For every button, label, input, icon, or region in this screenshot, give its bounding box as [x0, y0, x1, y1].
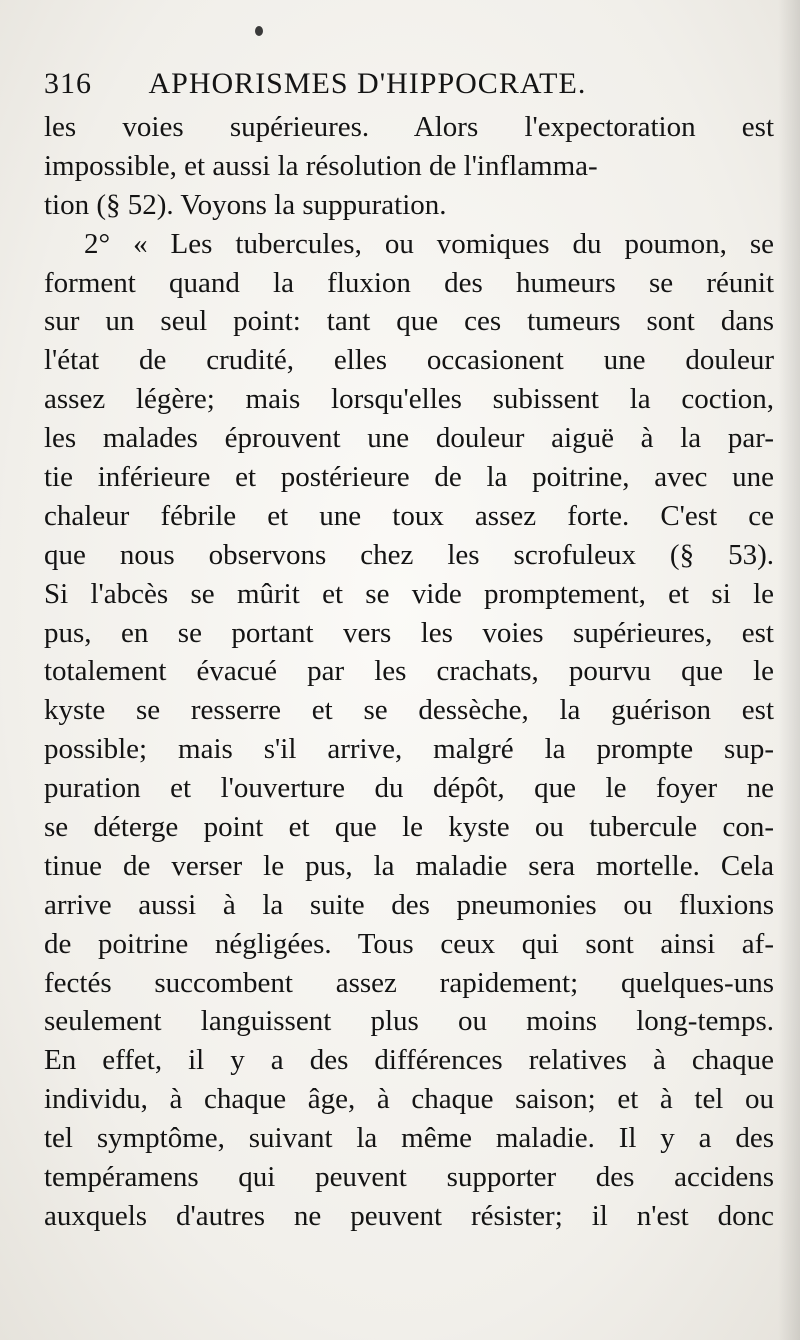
text-line: 2° « Les tubercules, ou vomiques du poumon, se — [84, 227, 774, 260]
text-line: impossible, et aussi la résolution de l'inflamma- — [44, 149, 598, 182]
text-line: seulement languissent plus ou moins long-temps. — [44, 1005, 774, 1038]
text-line: tie inférieure et postérieure de la poitrine, avec une — [44, 461, 774, 494]
text-line: tel symptôme, suivant la même maladie. Il y a des — [44, 1122, 774, 1155]
text-line: les voies supérieures. Alors l'expectoration est — [44, 111, 774, 143]
text-line: les malades éprouvent une douleur aiguë à la par- — [44, 422, 774, 455]
text-line: que nous observons chez les scrofuleux (§ 53). — [44, 538, 774, 571]
text-line: arrive aussi à la suite des pneumonies ou fluxions — [44, 888, 774, 921]
text-line: En effet, il y a des différences relatives à chaque — [44, 1044, 774, 1077]
text-line: Si l'abcès se mûrit et se vide promptement, et si le — [44, 577, 774, 610]
text-line: se déterge point et que le kyste ou tubercule con- — [44, 811, 774, 844]
text-line: fectés succombent assez rapidement; quelques-uns — [44, 966, 774, 999]
text-line: l'état de crudité, elles occasionent une douleur — [44, 344, 774, 377]
text-line: individu, à chaque âge, à chaque saison; et à tel ou — [44, 1083, 774, 1116]
page-header — [44, 62, 764, 106]
page-number: 316 — [44, 67, 92, 100]
text-line: tempéramens qui peuvent supporter des accidens — [44, 1161, 774, 1194]
running-head: APHORISMES D'HIPPOCRATE. — [148, 67, 587, 100]
text-line: tinue de verser le pus, la maladie sera mortelle. Cela — [44, 849, 774, 882]
text-line: chaleur fébrile et une toux assez forte. C'est ce — [44, 499, 774, 532]
body-text — [44, 108, 774, 1236]
text-line: pus, en se portant vers les voies supérieures, est — [44, 616, 774, 649]
text-line: forment quand la fluxion des humeurs se réunit — [44, 266, 774, 299]
ink-spot — [255, 26, 263, 36]
text-line: tion (§ 52). Voyons la suppuration. — [44, 188, 447, 221]
text-line: totalement évacué par les crachats, pourvu que le — [44, 655, 774, 688]
page-edge-shadow — [778, 0, 800, 1340]
text-line: possible; mais s'il arrive, malgré la prompte sup- — [44, 733, 774, 766]
text-line: kyste se resserre et se dessèche, la guérison est — [44, 694, 774, 727]
text-line: puration et l'ouverture du dépôt, que le foyer ne — [44, 772, 774, 805]
text-line: sur un seul point: tant que ces tumeurs sont dans — [44, 305, 774, 338]
text-line: de poitrine négligées. Tous ceux qui sont ainsi af- — [44, 927, 774, 960]
text-line: assez légère; mais lorsqu'elles subissent la coction, — [44, 383, 774, 416]
text-line: auxquels d'autres ne peuvent résister; il n'est donc — [44, 1199, 774, 1232]
